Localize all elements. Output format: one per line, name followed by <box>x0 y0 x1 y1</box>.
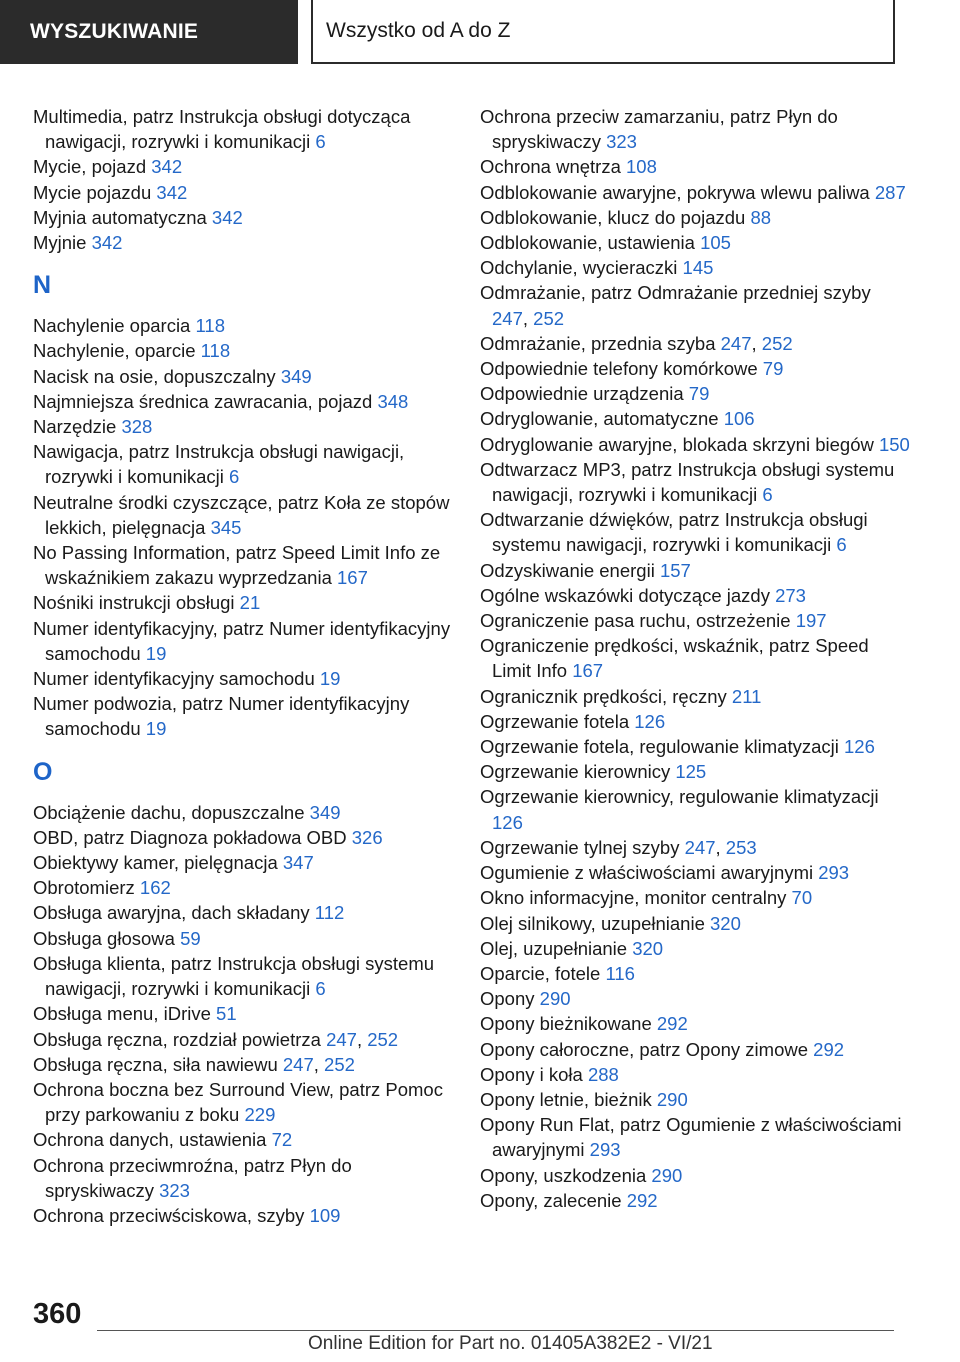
index-entry <box>33 1203 453 1228</box>
index-entry-text: Opony <box>480 988 535 1010</box>
index-entry-text: Opony Run Flat, patrz Ogumienie z właściwościami awaryjnymi <box>480 1114 902 1161</box>
index-entry-text: Obsługa głosowa <box>33 927 175 949</box>
index-entry-text: Najmniejsza średnica zawracania, pojazd <box>33 390 373 412</box>
page-reference-link[interactable]: 6 <box>229 466 240 488</box>
index-entry-text: Multimedia, patrz Instrukcja obsługi dotycząca nawigacji, rozrywki i komunikacji <box>33 106 411 153</box>
index-entry: Odmrażanie, patrz Odmrażanie przedniej szyby 247, 252 <box>480 282 871 329</box>
index-entry-text: Ogrzewanie fotela, regulowanie klimatyzacji <box>480 736 839 758</box>
page-reference-link[interactable]: 252 <box>533 307 565 329</box>
index-entry <box>33 313 453 338</box>
index-entry <box>480 608 910 633</box>
index-entry <box>480 1163 910 1188</box>
index-entry-text: Odchylanie, wycieraczki <box>480 257 678 279</box>
page-reference-link[interactable]: 126 <box>634 710 666 732</box>
index-entry <box>33 364 453 389</box>
index-entry-text: Obiektywy kamer, pielęgnacja <box>33 852 278 874</box>
page-reference-link[interactable]: 252 <box>761 332 793 354</box>
index-entry <box>480 255 910 280</box>
page-reference-link[interactable]: 116 <box>605 962 635 984</box>
index-entry-text: Ograniczenie prędkości, wskaźnik, patrz Speed Limit Info <box>480 635 869 682</box>
index-entry <box>480 684 910 709</box>
page-reference-link[interactable]: 288 <box>587 1063 619 1085</box>
index-entry <box>33 490 453 540</box>
index-entry <box>480 583 910 608</box>
page-reference-link[interactable]: 247 <box>492 307 523 329</box>
index-entry-text: Opony bieżnikowane <box>480 1013 652 1035</box>
index-entry-text: Nacisk na osie, dopuszczalny <box>33 365 276 387</box>
page-reference-link[interactable]: 323 <box>606 131 637 153</box>
page-reference-link[interactable]: 247 <box>282 1053 314 1075</box>
index-entry <box>33 951 453 1001</box>
page-reference-link[interactable]: 211 <box>731 685 762 707</box>
page-reference-link[interactable]: 19 <box>145 718 167 740</box>
index-entry-text: Ochrona wnętrza <box>480 156 621 178</box>
page-reference-link[interactable]: 59 <box>180 927 201 949</box>
index-entry-text: Numer identyfikacyjny, patrz Numer identyfikacyjny samochodu <box>33 617 451 664</box>
page-reference-link[interactable]: 320 <box>710 912 741 934</box>
page-reference-link[interactable]: 290 <box>651 1164 683 1186</box>
index-entry-text: Opony, uszkodzenia <box>480 1164 647 1186</box>
index-entry-text: Oparcie, fotele <box>480 962 601 984</box>
index-entry-text: Opony, zalecenie <box>480 1189 622 1211</box>
index-entry-text: Odmrażanie, patrz Odmrażanie przedniej szyby <box>480 282 871 304</box>
index-entry-text: Obsługa ręczna, siła nawiewu <box>33 1053 278 1075</box>
page-reference-link[interactable]: 88 <box>750 206 772 228</box>
page-reference-link[interactable]: 292 <box>656 1013 688 1035</box>
page-reference-link[interactable]: 6 <box>762 484 773 506</box>
index-entry-text: Neutralne środki czyszczące, patrz Koła ze stopów lekkich, pielęgnacja <box>33 491 450 538</box>
page-reference-link[interactable]: 292 <box>813 1038 845 1060</box>
page-reference-link[interactable]: 293 <box>589 1139 621 1161</box>
index-entry <box>480 885 910 910</box>
page-reference-link[interactable]: 247 <box>684 836 716 858</box>
page-reference-link[interactable]: 145 <box>682 257 714 279</box>
page-reference-link[interactable]: 293 <box>818 862 850 884</box>
page-reference-link[interactable]: 252 <box>324 1053 355 1075</box>
page-reference-link[interactable]: 118 <box>195 315 225 337</box>
index-entry-text: Mycie pojazdu <box>33 181 152 203</box>
index-entry-text: Numer podwozia, patrz Numer identyfikacyjny samochodu <box>33 693 410 740</box>
index-entry <box>480 961 910 986</box>
index-entry <box>480 558 910 583</box>
index-entry <box>480 911 910 936</box>
page-reference-link[interactable]: 6 <box>315 978 326 1000</box>
page-reference-link[interactable]: 118 <box>200 340 231 362</box>
index-entry <box>480 633 910 683</box>
index-entry-text: Odblokowanie, klucz do pojazdu <box>480 206 746 228</box>
index-entry <box>33 1077 453 1127</box>
index-entry <box>33 389 453 414</box>
index-entry-text: Olej silnikowy, uzupełnianie <box>480 912 705 934</box>
index-entry <box>480 734 910 759</box>
page-reference-link[interactable]: 320 <box>632 937 664 959</box>
index-entry <box>480 457 910 507</box>
index-entry-text: Ogumienie z właściwościami awaryjnymi <box>480 862 814 884</box>
page-reference-link[interactable]: 112 <box>314 902 345 924</box>
index-entry-text: Odtwarzanie dźwięków, patrz Instrukcja obsługi systemu nawigacji, rozrywki i komunikacji <box>480 509 868 556</box>
page-reference-link[interactable]: 150 <box>878 433 910 455</box>
page-reference-link[interactable]: 51 <box>216 1003 237 1025</box>
index-entry-text: Nawigacja, patrz Instrukcja obsługi nawigacji, rozrywki i komunikacji <box>33 441 405 488</box>
page-reference-link[interactable]: 19 <box>319 668 341 690</box>
page-reference-link[interactable]: 247 <box>720 332 752 354</box>
index-entry <box>33 825 453 850</box>
index-entry <box>480 860 910 885</box>
page-reference-link[interactable]: 125 <box>675 761 707 783</box>
index-entry <box>480 1037 910 1062</box>
index-entry <box>33 616 453 666</box>
index-entry-text: Ogrzewanie kierownicy, regulowanie klimatyzacji <box>480 786 879 808</box>
index-entry-text: Nośniki instrukcji obsługi <box>33 592 235 614</box>
index-entry <box>33 439 453 489</box>
index-entry-text: OBD, patrz Diagnoza pokładowa OBD <box>33 826 347 848</box>
page-reference-link[interactable]: 108 <box>626 156 657 178</box>
page-reference-link[interactable]: 72 <box>271 1129 293 1151</box>
index-entry-text: Okno informacyjne, monitor centralny <box>480 887 787 909</box>
page-reference-link[interactable]: 21 <box>239 592 261 614</box>
page-reference-link[interactable]: 79 <box>762 358 784 380</box>
index-letter-heading: O <box>33 757 53 786</box>
index-entry <box>33 205 453 230</box>
index-entry: Odmrażanie, przednia szyba 247, 252 <box>480 332 793 354</box>
page-reference-link[interactable]: 109 <box>309 1204 341 1226</box>
index-entry-text: Nachylenie oparcia <box>33 315 191 337</box>
index-entry <box>480 1062 910 1087</box>
index-entry-text: Odzyskiwanie energii <box>480 559 655 581</box>
index-entry <box>33 338 453 363</box>
page-reference-link[interactable]: 328 <box>121 416 153 438</box>
index-entry <box>33 800 453 825</box>
page-reference-link[interactable]: 342 <box>156 181 188 203</box>
header-title: Wszystko od A do Z <box>326 19 511 42</box>
index-column-left <box>33 104 453 1228</box>
index-entry <box>480 356 910 381</box>
index-entry-text: Narzędzie <box>33 416 117 438</box>
index-entry <box>480 154 910 179</box>
index-entry-text: Myjnia automatyczna <box>33 206 207 228</box>
index-entry <box>33 1001 453 1026</box>
index-entry-text: Odtwarzacz MP3, patrz Instrukcja obsługi systemu nawigacji, rozrywki i komunikacji <box>480 458 895 506</box>
page-reference-link[interactable]: 252 <box>367 1028 399 1050</box>
page-reference-link[interactable]: 105 <box>700 232 731 254</box>
index-entry <box>33 1153 453 1203</box>
index-entry <box>33 590 453 615</box>
index-entry-text: Nachylenie, oparcie <box>33 340 196 362</box>
index-entry-text: Ochrona przeciw zamarzaniu, patrz Płyn do spryskiwaczy <box>480 106 838 153</box>
index-entry <box>33 926 453 951</box>
index-entry-text: Numer identyfikacyjny samochodu <box>33 668 315 690</box>
index-entry-text: Obsługa menu, iDrive <box>33 1003 211 1025</box>
index-entry <box>33 850 453 875</box>
index-entry-text: Mycie, pojazd <box>33 156 147 178</box>
index-entry-text: Odblokowanie awaryjne, pokrywa wlewu paliwa <box>480 181 870 203</box>
index-entry <box>480 1112 910 1162</box>
page-reference-link[interactable]: 326 <box>351 826 383 848</box>
page-reference-link[interactable]: 70 <box>791 887 813 909</box>
page-reference-link[interactable]: 273 <box>775 584 806 606</box>
index-entry <box>33 1127 453 1152</box>
index-entry-text: Ogólne wskazówki dotyczące jazdy <box>480 584 770 606</box>
page-reference-link[interactable]: 106 <box>723 408 755 430</box>
index-entry-text: Obsługa klienta, patrz Instrukcja obsługi systemu nawigacji, rozrywki i komunikacji <box>33 952 435 1000</box>
index-entry-text: Odpowiednie telefony komórkowe <box>480 358 758 380</box>
index-entry-text: Odmrażanie, przednia szyba <box>480 332 716 354</box>
page-reference-link[interactable]: 342 <box>211 206 243 228</box>
page-reference-link[interactable]: 247 <box>326 1028 357 1050</box>
page-reference-link[interactable]: 347 <box>282 852 314 874</box>
index-entry-text: No Passing Information, patrz Speed Limit Info ze wskaźnikiem zakazu wyprzedzania <box>33 542 441 589</box>
index-entry-text: Ochrona przeciwmroźna, patrz Płyn do spryskiwaczy <box>33 1154 352 1201</box>
page-reference-link[interactable]: 287 <box>874 181 906 203</box>
index-entry-text: Ogranicznik prędkości, ręczny <box>480 685 727 707</box>
index-entry <box>33 691 453 741</box>
index-entry-text: Ochrona danych, ustawienia <box>33 1129 267 1151</box>
index-entry-text: Obsługa ręczna, rozdział powietrza <box>33 1028 321 1050</box>
page-reference-link[interactable]: 290 <box>539 988 571 1010</box>
index-entry-text: Odryglowanie, automatyczne <box>480 408 719 430</box>
page-reference-link[interactable]: 6 <box>315 131 326 153</box>
index-entry <box>480 230 910 255</box>
index-entry <box>480 759 910 784</box>
index-entry <box>480 432 910 457</box>
page-reference-link[interactable]: 323 <box>159 1179 190 1201</box>
index-entry <box>480 709 910 734</box>
page-reference-link[interactable]: 126 <box>492 811 523 833</box>
page-reference-link[interactable]: 253 <box>725 836 757 858</box>
index-entry <box>33 104 453 154</box>
index-entry-text: Myjnie <box>33 232 87 254</box>
index-entry-text: Odryglowanie awaryjne, blokada skrzyni biegów <box>480 433 874 455</box>
page-reference-link[interactable]: 167 <box>572 660 604 682</box>
page-reference-link[interactable]: 290 <box>656 1088 688 1110</box>
index-entry <box>480 205 910 230</box>
index-entry-text: Opony całoroczne, patrz Opony zimowe <box>480 1038 809 1060</box>
index-entry-text: Ochrona przeciwściskowa, szyby <box>33 1204 305 1226</box>
index-entry <box>480 1011 910 1036</box>
page-reference-link[interactable]: 79 <box>688 383 710 405</box>
index-entry <box>33 180 453 205</box>
footer-divider <box>97 1330 894 1331</box>
index-entry-text: Ogrzewanie kierownicy <box>480 761 671 783</box>
index-entry <box>33 875 453 900</box>
index-entry <box>33 666 453 691</box>
page-reference-link[interactable]: 342 <box>91 232 123 254</box>
index-entry: Ogrzewanie tylnej szyby 247, 253 <box>480 836 757 858</box>
index-entry <box>33 154 453 179</box>
index-entry <box>480 381 910 406</box>
index-entry-text: Odblokowanie, ustawienia <box>480 232 695 254</box>
index-entry-text: Opony letnie, bieżnik <box>480 1088 652 1110</box>
index-entry-text: Opony i koła <box>480 1063 583 1085</box>
page-reference-link[interactable]: 167 <box>337 567 368 589</box>
page-reference-link[interactable]: 126 <box>844 736 875 758</box>
page-reference-link[interactable]: 342 <box>151 156 183 178</box>
index-entry-text: Ograniczenie pasa ruchu, ostrzeżenie <box>480 610 791 632</box>
page-reference-link[interactable]: 292 <box>626 1189 658 1211</box>
index-column-right <box>480 104 910 1213</box>
page-reference-link[interactable]: 162 <box>139 877 171 899</box>
page-number: 360 <box>33 1298 82 1330</box>
footer-edition: Online Edition for Part no. 01405A382E2 - VI/21 <box>308 1333 713 1354</box>
index-entry <box>33 414 453 439</box>
page-reference-link[interactable]: 6 <box>836 534 847 556</box>
page-reference-link[interactable]: 349 <box>280 365 312 387</box>
index-entry-text: Ochrona boczna bez Surround View, patrz Pomoc przy parkowaniu z boku <box>33 1078 443 1126</box>
index-entry <box>480 936 910 961</box>
section-label: WYSZUKIWANIE <box>30 20 199 43</box>
index-entry-text: Olej, uzupełnianie <box>480 937 628 959</box>
page-reference-link[interactable]: 197 <box>795 610 827 632</box>
index-entry: Obsługa ręczna, rozdział powietrza 247, 252 <box>33 1028 399 1050</box>
index-entry-text: Obsługa awaryjna, dach składany <box>33 902 310 924</box>
header-title-box <box>311 0 895 64</box>
index-entry <box>480 784 910 834</box>
index-entry <box>480 986 910 1011</box>
page-reference-link[interactable]: 349 <box>309 801 341 823</box>
page-reference-link[interactable]: 348 <box>377 390 409 412</box>
page-reference-link[interactable]: 19 <box>145 642 167 664</box>
index-entry <box>480 1188 910 1213</box>
index-letter-heading: N <box>33 271 52 300</box>
index-entry: Obsługa ręczna, siła nawiewu 247, 252 <box>33 1053 355 1075</box>
page-reference-link[interactable]: 229 <box>244 1104 276 1126</box>
index-entry <box>480 406 910 431</box>
section-tab[interactable] <box>0 0 298 64</box>
index-entry <box>480 180 910 205</box>
index-entry <box>480 104 910 154</box>
index-entry-text: Obciążenie dachu, dopuszczalne <box>33 801 305 823</box>
index-entry-text: Ogrzewanie fotela <box>480 710 630 732</box>
index-entry-text: Obrotomierz <box>33 877 135 899</box>
page-reference-link[interactable]: 157 <box>659 559 691 581</box>
index-entry <box>33 230 453 255</box>
index-entry-text: Ogrzewanie tylnej szyby <box>480 836 680 858</box>
index-entry <box>480 1087 910 1112</box>
index-entry <box>480 507 910 557</box>
index-entry <box>33 900 453 925</box>
index-entry-text: Odpowiednie urządzenia <box>480 383 684 405</box>
page-reference-link[interactable]: 345 <box>210 516 242 538</box>
index-entry <box>33 540 453 590</box>
